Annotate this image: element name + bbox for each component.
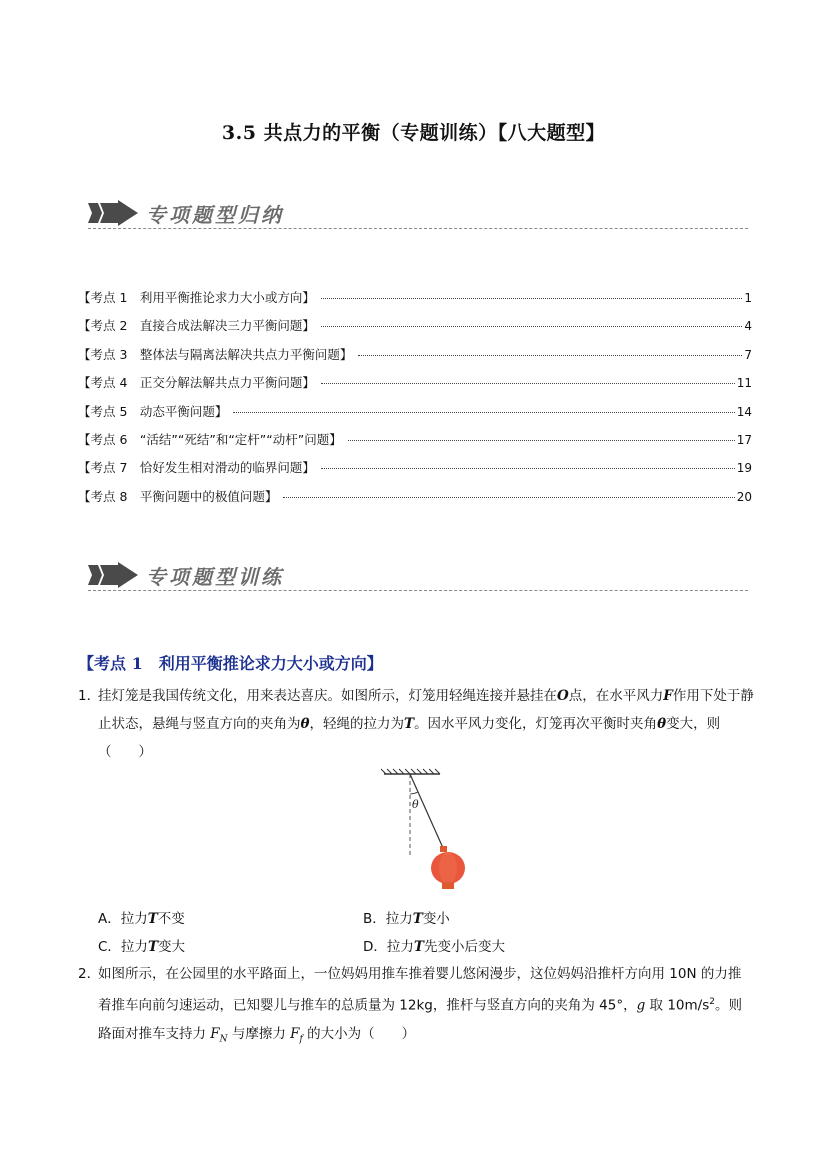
- section-banner-summary: [88, 196, 748, 236]
- toc-item[interactable]: 【考点 8 平衡问题中的极值问题】 20: [78, 488, 752, 504]
- question-number: 1．: [78, 688, 101, 704]
- divider: [88, 590, 748, 591]
- topic-heading: 【考点 1 利用平衡推论求力大小或方向】: [78, 654, 383, 673]
- toc-item[interactable]: 【考点 5 动态平衡问题】 14: [78, 403, 752, 419]
- question-number: 2．: [78, 966, 101, 982]
- toc-item[interactable]: 【考点 4 正交分解法解共点力平衡问题】 11: [78, 375, 752, 391]
- arrow-icon: [88, 562, 140, 588]
- option-c[interactable]: C．拉力T变大: [98, 939, 185, 955]
- section-banner-training: [88, 558, 748, 598]
- question-text: 如图所示，在公园里的水平路面上，一位妈妈用推车推着婴儿悠闲漫步，这位妈妈沿推杆方向用 10N 的力推着推车向前匀速运动，已知婴儿与推车的总质量为 12kg，推杆与竖直方向的夹角为 45°，g 取 $10m/s^2$。则路面对推车支持力 $F_N$ 与摩擦力 $F_f$ 的大小为（ ）: [98, 966, 742, 1045]
- option-d[interactable]: D．拉力T先变小后变大: [363, 939, 505, 955]
- toc-item[interactable]: 【考点 6 “活结”“死结”和“定杆”“动杆”问题】 17: [78, 431, 752, 447]
- option-b[interactable]: B．拉力T变小: [363, 911, 450, 927]
- question-1: [78, 682, 754, 766]
- toc-item[interactable]: 【考点 2 直接合成法解决三力平衡问题】 4: [78, 318, 752, 334]
- question-2: [78, 960, 754, 1053]
- divider: [88, 228, 748, 229]
- document-title: 3.5 共点力的平衡（专题训练）【八大题型】: [221, 122, 606, 144]
- toc-item[interactable]: 【考点 1 利用平衡推论求力大小或方向】 1: [78, 290, 752, 305]
- banner-title: 专项题型训练: [146, 565, 284, 589]
- arrow-icon: [88, 200, 140, 226]
- lantern-figure: [380, 768, 470, 896]
- banner-title: 专项题型归纳: [146, 203, 284, 227]
- table-of-contents: [78, 288, 752, 515]
- toc-item[interactable]: 【考点 3 整体法与隔离法解决共点力平衡问题】 7: [78, 346, 752, 362]
- toc-item[interactable]: 【考点 7 恰好发生相对滑动的临界问题】 19: [78, 460, 752, 476]
- angle-label: θ: [412, 798, 419, 811]
- option-a[interactable]: A．拉力T不变: [98, 911, 185, 927]
- question-text: 挂灯笼是我国传统文化，用来表达喜庆。如图所示，灯笼用轻绳连接并悬挂在O点，在水平风力F作用下处于静止状态，悬绳与竖直方向的夹角为θ，轻绳的拉力为T。因水平风力变化，灯笼再次平衡时夹角θ变大，则（ ）: [98, 688, 754, 760]
